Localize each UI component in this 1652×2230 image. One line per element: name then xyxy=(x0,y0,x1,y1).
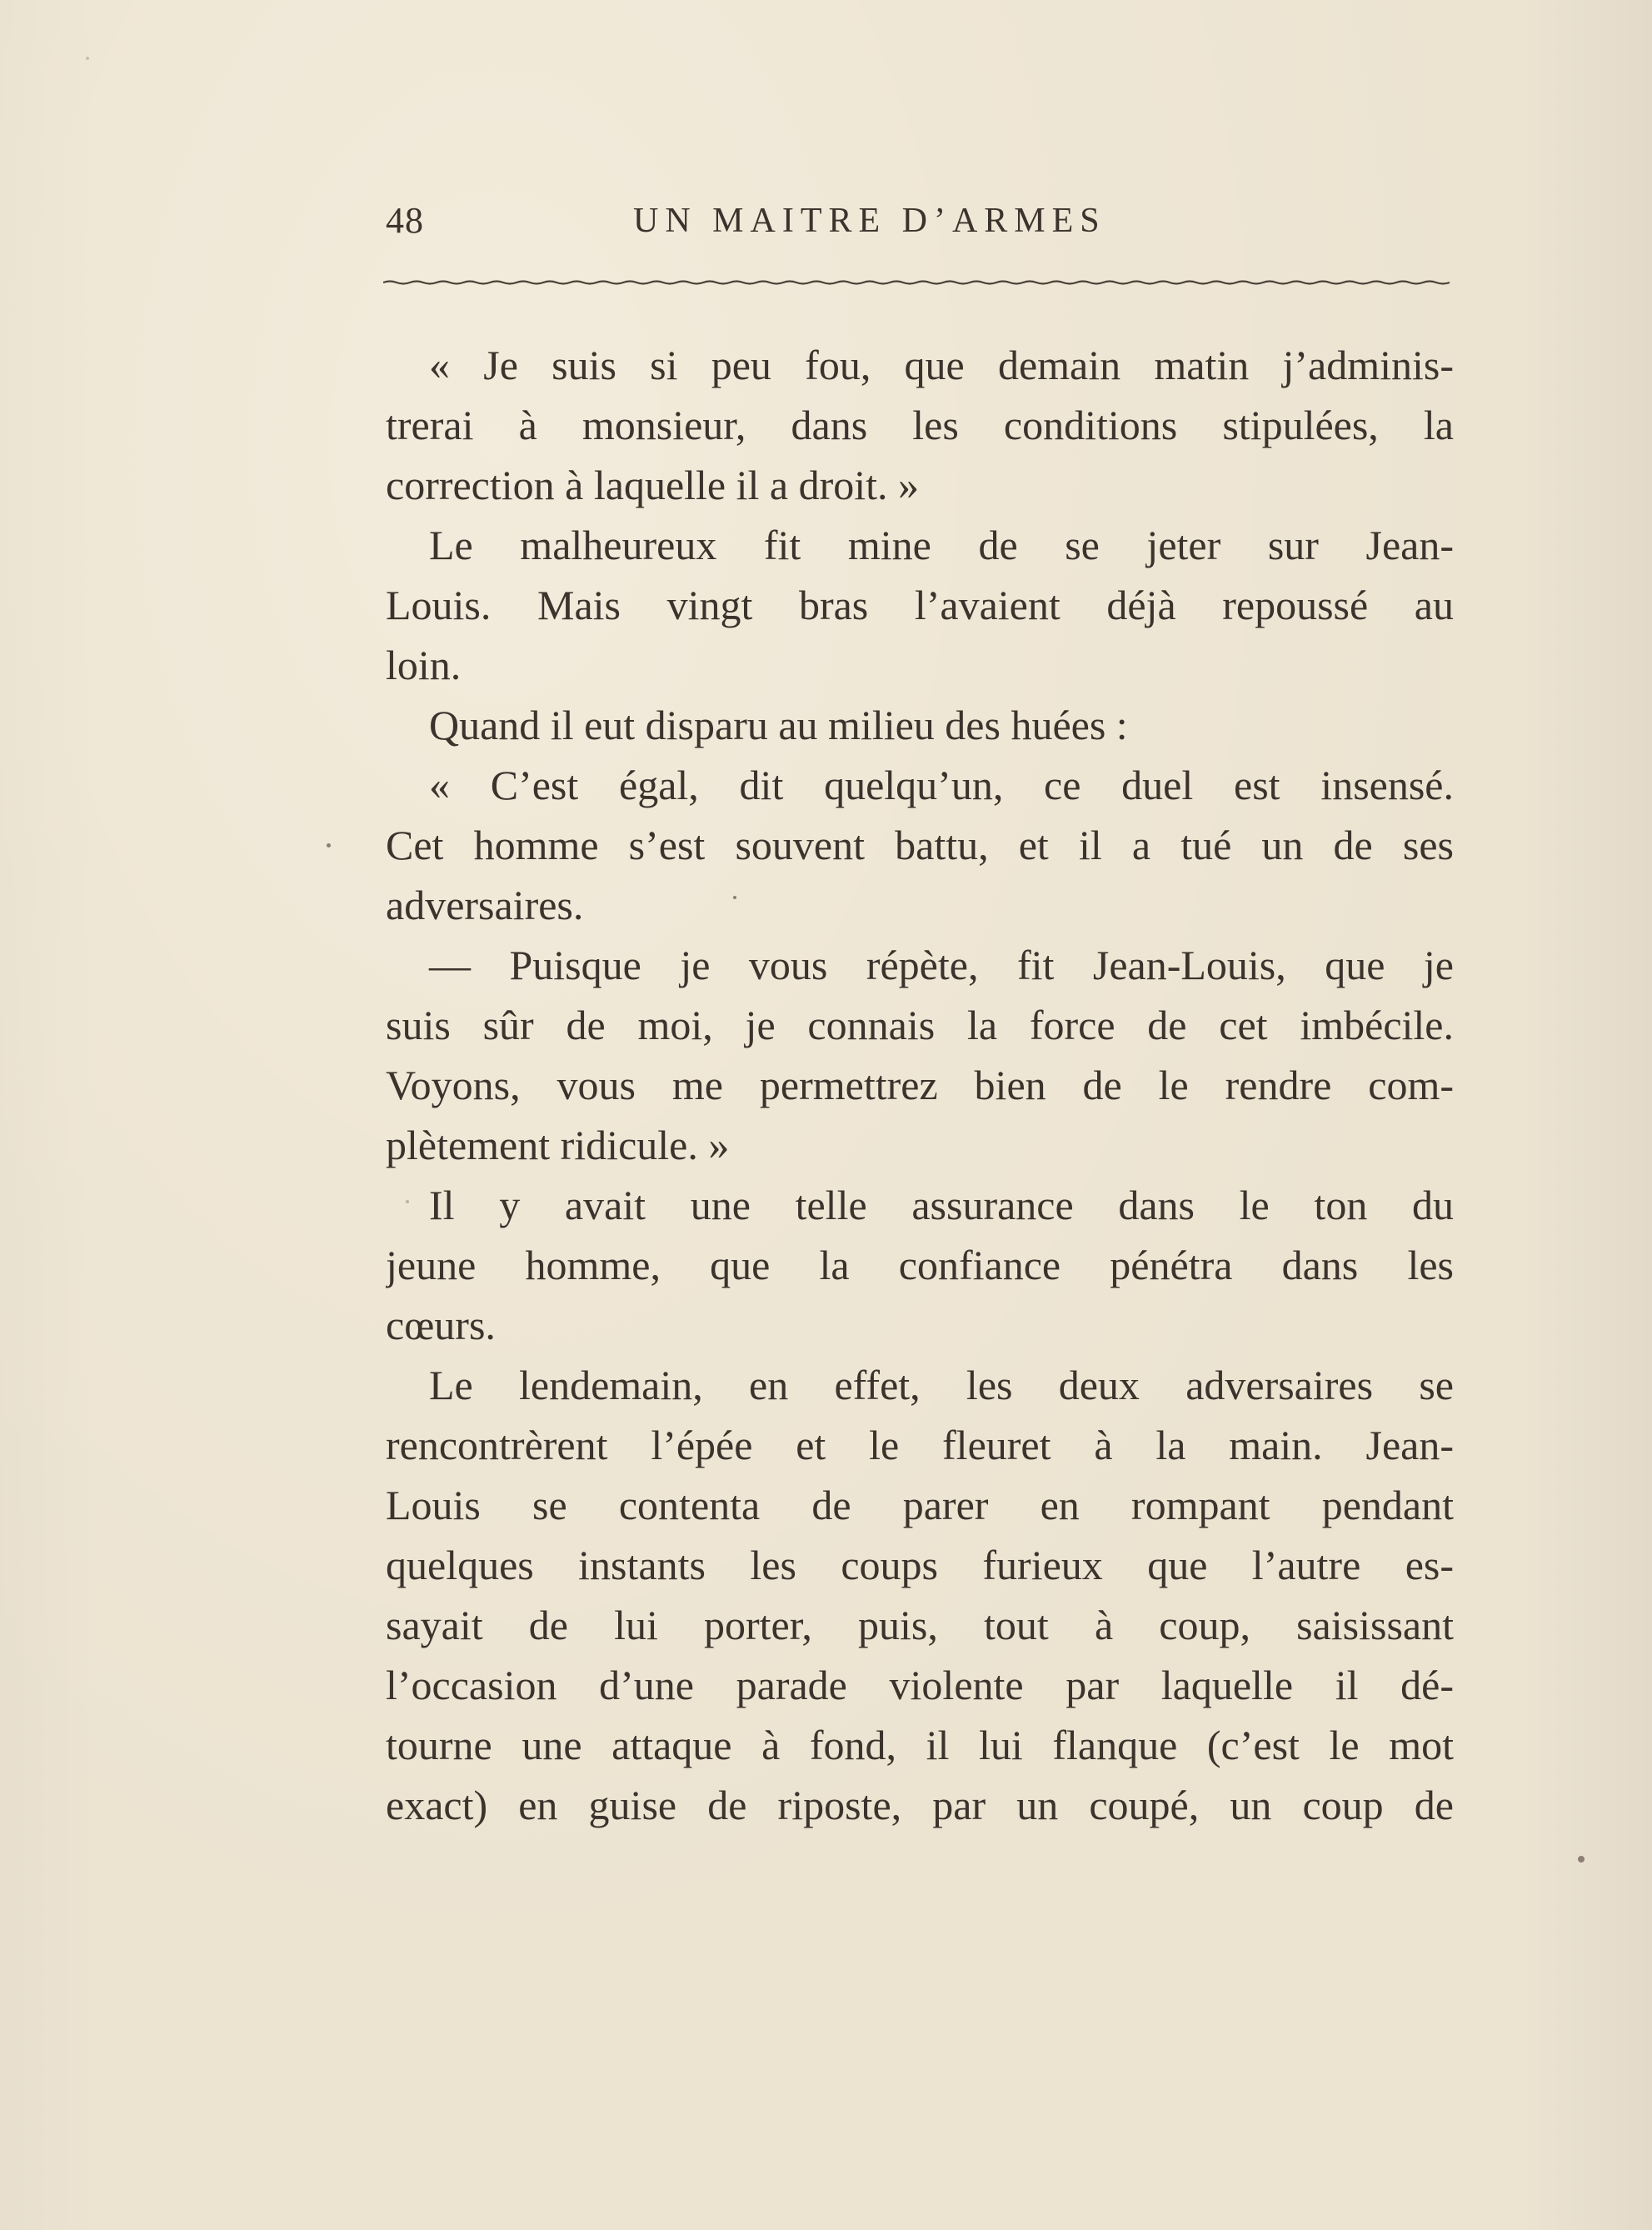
text-line: « C’est égal, dit quelqu’un, ce duel est insensé. xyxy=(429,762,1454,808)
text-line: jeune homme, que la confiance pénétra dans les xyxy=(386,1242,1454,1288)
header-rule xyxy=(383,278,1454,288)
text-line: loin. xyxy=(386,642,462,688)
paper-speck xyxy=(733,896,736,899)
text-line: « Je suis si peu fou, que demain matin j’adminis- xyxy=(429,342,1454,388)
paper-speck xyxy=(327,843,331,848)
paper-speck xyxy=(86,57,89,60)
text-line: — Puisque je vous répète, fit Jean-Louis, que je xyxy=(429,942,1454,988)
text-line: Le malheureux fit mine de se jeter sur Jean- xyxy=(429,522,1454,568)
text-line: Louis se contenta de parer en rompant pendant xyxy=(386,1482,1454,1528)
page-number: 48 xyxy=(386,200,424,241)
text-line: plètement ridicule. » xyxy=(386,1122,730,1168)
text-line: tourne une attaque à fond, il lui flanque (c’est le mot xyxy=(386,1722,1454,1768)
text-line: Voyons, vous me permettrez bien de le rendre com- xyxy=(386,1062,1454,1108)
text-line: Il y avait une telle assurance dans le ton du xyxy=(429,1182,1454,1228)
paper-speck xyxy=(406,1200,409,1203)
text-line: exact) en guise de riposte, par un coupé, un coup de xyxy=(386,1782,1454,1828)
text-line: rencontrèrent l’épée et le fleuret à la main. Jean- xyxy=(386,1422,1454,1468)
paper-speck xyxy=(1578,1856,1585,1862)
text-line: l’occasion d’une parade violente par laquelle il dé- xyxy=(386,1662,1454,1708)
text-line: Quand il eut disparu au milieu des huées : xyxy=(429,702,1128,748)
text-line: Le lendemain, en effet, les deux adversaires se xyxy=(429,1362,1454,1408)
text-line: Louis. Mais vingt bras l’avaient déjà repoussé au xyxy=(386,582,1454,628)
text-line: correction à laquelle il a droit. » xyxy=(386,462,920,508)
text-line: trerai à monsieur, dans les conditions stipulées, la xyxy=(386,402,1454,448)
text-line: cœurs. xyxy=(386,1302,496,1348)
body-text xyxy=(386,335,1454,1835)
text-line: Cet homme s’est souvent battu, et il a tué un de ses xyxy=(386,822,1454,868)
text-line: sayait de lui porter, puis, tout à coup, saisissant xyxy=(386,1602,1454,1648)
text-line: suis sûr de moi, je connais la force de cet imbécile. xyxy=(386,1002,1454,1048)
running-title: UN MAITRE D’ARMES xyxy=(633,202,1106,240)
text-line: quelques instants les coups furieux que l’autre es- xyxy=(386,1542,1454,1588)
text-line: adversaires. xyxy=(386,882,584,928)
